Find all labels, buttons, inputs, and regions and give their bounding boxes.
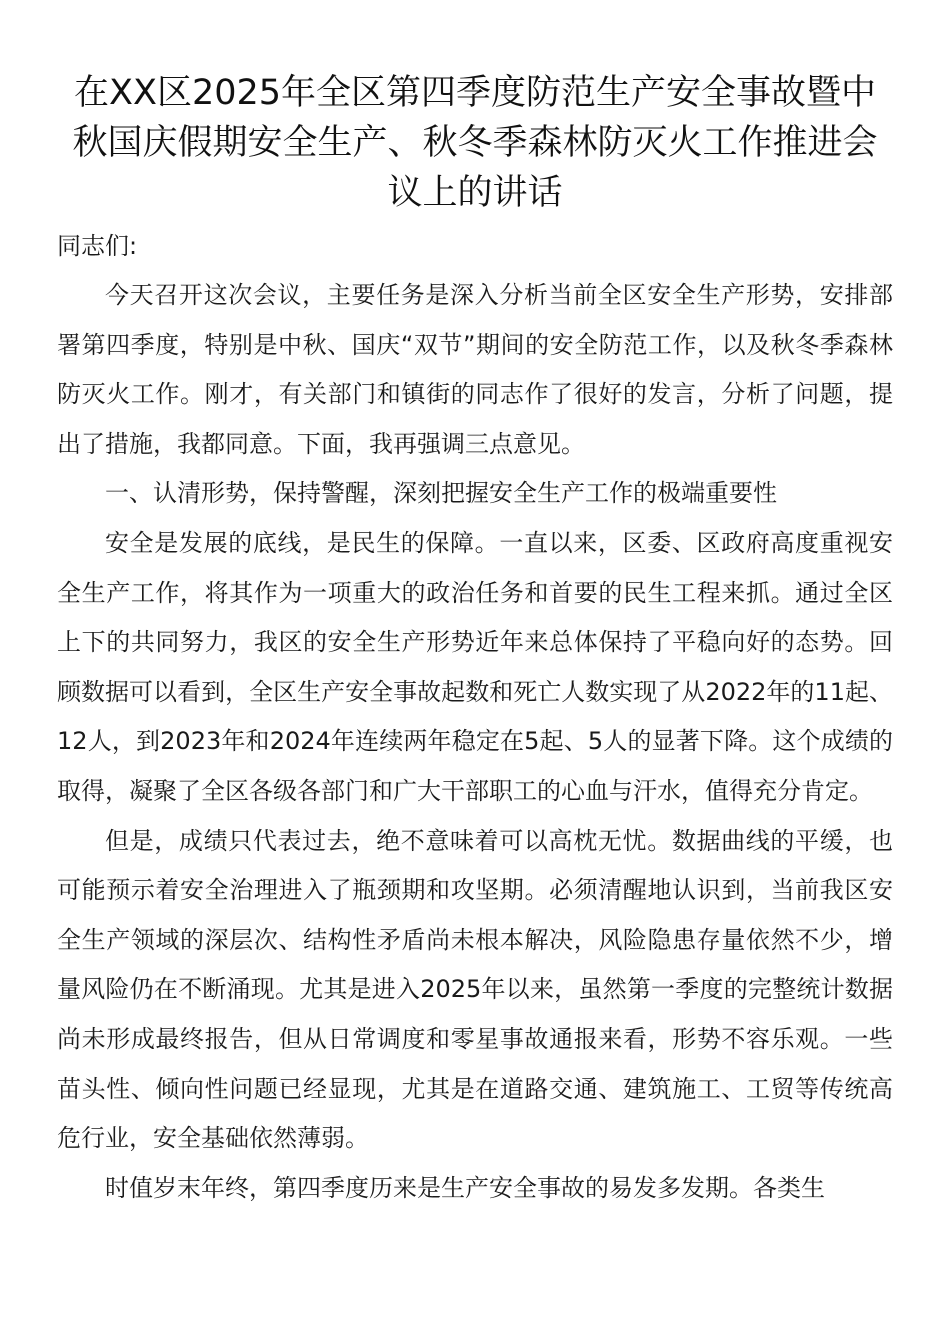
document-page <box>57 68 893 1213</box>
paragraph-achievements: 安全是发展的底线，是民生的保障。一直以来，区委、区政府高度重视安全生产工作，将其作为一项重大的政治任务和首要的民生工程来抓。通过全区上下的共同努力，我区的安全生产形势近年来总体保持了平稳向好的态势。回顾数据可以看到，全区生产安全事故起数和死亡人数实现了从2022年的11起、12人，到2023年和2024年连续两年稳定在5起、5人的显著下降。这个成绩的取得，凝聚了全区各级各部门和广大干部职工的心血与汗水，值得充分肯定。 <box>57 528 893 805</box>
salutation: 同志们: <box>57 232 138 260</box>
paragraph-fourth-quarter: 时值岁末年终，第四季度历来是生产安全事故的易发多发期。各类生 <box>105 1173 825 1202</box>
paragraph-risks: 但是，成绩只代表过去，绝不意味着可以高枕无忧。数据曲线的平缓，也可能预示着安全治理进入了瓶颈期和攻坚期。必须清醒地认识到，当前我区安全生产领域的深层次、结构性矛盾尚未根本解决，风险隐患存量依然不少，增量风险仍在不断涌现。尤其是进入2025年以来，虽然第一季度的完整统计数据尚未形成最终报告，但从日常调度和零星事故通报来看，形势不容乐观。一些苗头性、倾向性问题已经显现，尤其是在道路交通、建筑施工、工贸等传统高危行业，安全基础依然薄弱。 <box>57 826 893 1153</box>
document-title: 在XX区2025年全区第四季度防范生产安全事故暨中秋国庆假期安全生产、秋冬季森林防灭火工作推进会议上的讲话 <box>72 73 878 213</box>
section-heading-1: 一、认清形势，保持警醒，深刻把握安全生产工作的极端重要性 <box>105 479 777 508</box>
paragraph-intro: 今天召开这次会议，主要任务是深入分析当前全区安全生产形势，安排部署第四季度，特别是中秋、国庆“双节”期间的安全防范工作，以及秋冬季森林防灭火工作。刚才，有关部门和镇街的同志作了很好的发言，分析了问题，提出了措施，我都同意。下面，我再强调三点意见。 <box>57 281 893 458</box>
